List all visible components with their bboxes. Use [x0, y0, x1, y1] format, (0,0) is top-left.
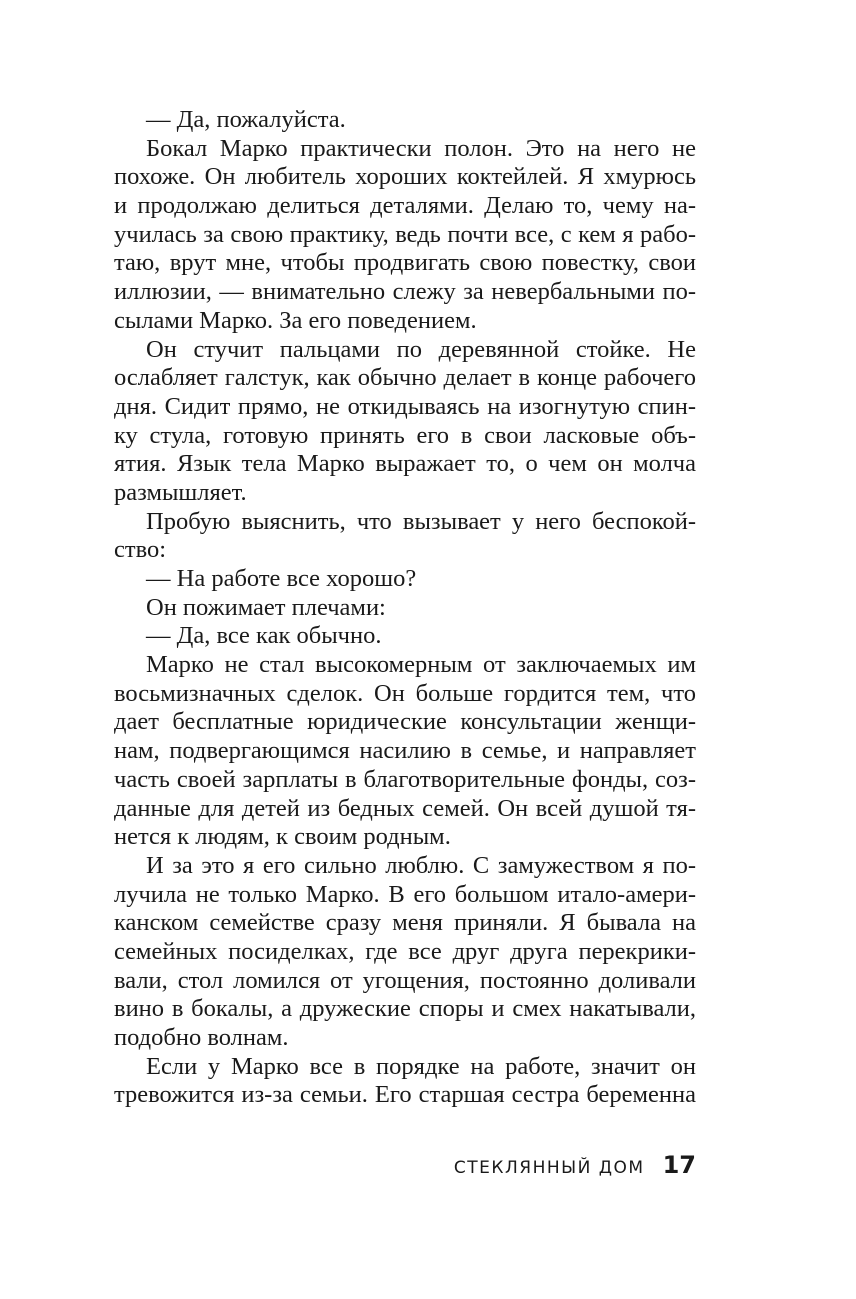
text-line: — На работе все хорошо? — [146, 565, 417, 592]
text-line: Пробую выяснить, что вызывает у него беспокой- — [146, 507, 696, 535]
text-line: часть своей зарплаты в благотворительные фонды, соз- — [114, 765, 696, 793]
text-line: и продолжаю делиться деталями. Делаю то, чему на- — [114, 192, 696, 220]
text-line: иллюзии, — внимательно слежу за невербальными по- — [114, 278, 696, 306]
text-line: восьмизначных сделок. Он больше гордится тем, что — [114, 679, 696, 707]
text-line: вали, стол ломился от угощения, постоянно доливали — [114, 966, 696, 994]
text-line: ство: — [114, 536, 167, 564]
running-title: СТЕКЛЯННЫЙ ДОМ — [453, 1158, 645, 1178]
text-line: Он стучит пальцами по деревянной стойке. Не — [146, 335, 696, 363]
text-line: семейных посиделках, где все друг друга перекрики- — [114, 937, 696, 965]
text-line: лучила не только Марко. В его большом итало-амери- — [114, 880, 696, 908]
text-line: таю, врут мне, чтобы продвигать свою повестку, свои — [114, 249, 696, 277]
text-line: Если у Марко все в порядке на работе, значит он — [146, 1052, 696, 1080]
text-line: дня. Сидит прямо, не откидываясь на изогнутую спин- — [114, 392, 696, 420]
text-line: ослабляет галстук, как обычно делает в конце рабочего — [114, 364, 696, 392]
body-text — [114, 106, 696, 1110]
page-footer — [454, 1151, 696, 1179]
text-line: Марко не стал высокомерным от заключаемых им — [146, 651, 696, 679]
text-line: похоже. Он любитель хороших коктейлей. Я хмурюсь — [114, 163, 696, 191]
text-line: размышляет. — [114, 478, 247, 506]
text-line: Бокал Марко практически полон. Это на него не — [146, 134, 696, 162]
text-line: сылами Марко. За его поведением. — [114, 306, 477, 334]
text-line: И за это я его сильно люблю. С замужеством я по- — [146, 851, 696, 879]
text-line: нется к людям, к своим родным. — [114, 823, 451, 851]
text-line: Он пожимает плечами: — [146, 593, 386, 621]
text-line: тревожится из-за семьи. Его старшая сестра беременна — [114, 1081, 696, 1109]
text-line: ятия. Язык тела Марко выражает то, о чем он молча — [114, 450, 696, 478]
page-number: 17 — [662, 1151, 696, 1179]
text-line: нам, подвергающимся насилию в семье, и направляет — [114, 737, 696, 765]
text-line: — Да, все как обычно. — [146, 622, 382, 650]
text-line: училась за свою практику, ведь почти все, с кем я рабо- — [114, 220, 696, 248]
text-line: дает бесплатные юридические консультации женщи- — [114, 708, 696, 736]
text-line: данные для детей из бедных семей. Он всей душой тя- — [114, 794, 696, 822]
text-line: подобно волнам. — [114, 1024, 289, 1051]
text-line: вино в бокалы, а дружеские споры и смех накатывали, — [114, 995, 696, 1023]
text-line: — Да, пожалуйста. — [146, 106, 346, 133]
text-line: канском семействе сразу меня приняли. Я бывала на — [114, 909, 696, 937]
text-line: ку стула, готовую принять его в свои ласковые объ- — [114, 421, 696, 449]
